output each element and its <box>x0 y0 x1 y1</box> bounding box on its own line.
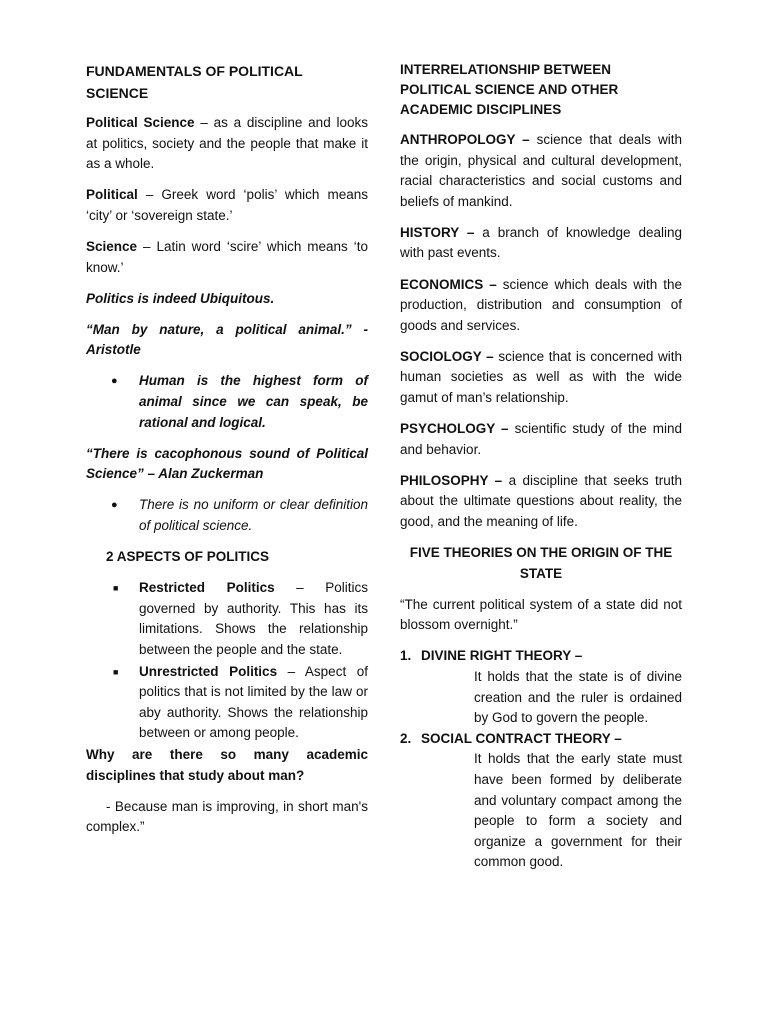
theory-text: It holds that the early state must have been formed by deliberate and voluntary compact among the people to form a society and organize a government for their common good. <box>474 751 682 870</box>
definition-text: – Greek word ‘polis’ which means ‘city’ or ‘sovereign state.’ <box>86 187 368 223</box>
aspect-term: Unrestricted Politics <box>139 663 278 679</box>
discipline-text: science which deals with the production, distribution and consumption of goods and services. <box>400 276 682 333</box>
bullet-dot-icon: ● <box>111 499 118 512</box>
discipline-text: science that deals with the origin, physical and cultural development, racial characteristics and social customs and beliefs of mankind. <box>400 132 682 209</box>
discipline-term: SOCIOLOGY – <box>400 348 494 364</box>
term: Science <box>86 238 138 254</box>
definition-science <box>86 237 368 278</box>
theory-number: 1. <box>400 648 412 664</box>
discipline-text: scientific study of the mind and behavior. <box>400 421 683 457</box>
discipline-anthropology <box>400 130 682 212</box>
definition-political <box>86 185 368 226</box>
aspect-item <box>86 578 368 660</box>
discipline-text: a discipline that seeks truth about the ultimate questions about reality, the good, and the meaning of life. <box>400 472 683 529</box>
bullet-square-icon: ■ <box>113 583 119 594</box>
discipline-psychology <box>400 419 682 460</box>
discipline-term: PHILOSOPHY – <box>400 472 503 488</box>
discipline-sociology <box>400 347 682 409</box>
discipline-term: HISTORY – <box>400 224 475 240</box>
page-title: FUNDAMENTALS OF POLITICAL SCIENCE <box>86 63 303 101</box>
theory-heading <box>400 646 682 667</box>
definition-text: – as a discipline and looks at politics, society and the people that make it as a whole. <box>86 115 368 172</box>
theory-number: 2. <box>400 730 412 746</box>
theories-heading: FIVE THEORIES ON THE ORIGIN OF THE STATE <box>409 545 673 581</box>
zuckerman-quote: “There is cacophonous sound of Political Science” – Alan Zuckerman <box>86 445 368 482</box>
bullet-item <box>86 495 368 536</box>
discipline-history <box>400 223 682 264</box>
theory-name: DIVINE RIGHT THEORY – <box>421 648 583 664</box>
term: Political <box>86 187 138 203</box>
bullet-text: There is no uniform or clear definition of political science. <box>139 497 368 533</box>
aspect-term: Restricted Politics <box>139 580 275 596</box>
theory-text: It holds that the state is of divine creation and the ruler is ordained by God to govern the people. <box>474 669 682 726</box>
discipline-term: ANTHROPOLOGY – <box>400 132 530 147</box>
aristotle-quote: “Man by nature, a political animal.” - Aristotle <box>86 321 368 358</box>
aspect-item <box>86 662 368 744</box>
theories-quote: “The current political system of a state did not blossom overnight.” <box>400 596 682 633</box>
right-column <box>400 60 682 873</box>
section-title: INTERRELATIONSHIP BETWEEN POLITICAL SCIENCE AND OTHER ACADEMIC DISCIPLINES <box>400 62 619 117</box>
discipline-philosophy <box>400 471 682 533</box>
left-column <box>86 60 368 838</box>
aspect-text: – Politics governed by authority. This has its limitations. Shows the relationship between the people and the state. <box>139 580 368 657</box>
bullet-dot-icon: ● <box>111 375 118 388</box>
aspects-heading: 2 ASPECTS OF POLITICS <box>106 549 270 565</box>
ubiquitous-statement: Politics is indeed Ubiquitous. <box>86 290 275 306</box>
discipline-term: PSYCHOLOGY – <box>400 421 509 437</box>
definition-political-science <box>86 113 368 175</box>
discipline-economics <box>400 275 682 337</box>
discipline-text: a branch of knowledge dealing with past events. <box>400 224 682 261</box>
why-question: Why are there so many academic disciplines that study about man? <box>86 746 368 783</box>
answer-text: - Because man is improving, in short man's complex.” <box>86 798 368 835</box>
definition-text: – Latin word ‘scire’ which means ‘to know.’ <box>86 238 368 275</box>
discipline-text: science that is concerned with human societies as well as with the wide gamut of man’s relationship. <box>400 348 682 406</box>
theory-name: SOCIAL CONTRACT THEORY – <box>421 730 622 746</box>
theory-heading <box>400 729 682 750</box>
bullet-square-icon: ■ <box>113 666 119 677</box>
bullet-item <box>86 371 368 433</box>
discipline-term: ECONOMICS – <box>400 276 497 292</box>
term: Political Science <box>86 115 195 130</box>
bullet-text: Human is the highest form of animal since we can speak, be rational and logical. <box>139 373 368 430</box>
aspect-text: – Aspect of politics that is not limited by the law or aby authority. Shows the relationship between or among people. <box>139 663 368 741</box>
